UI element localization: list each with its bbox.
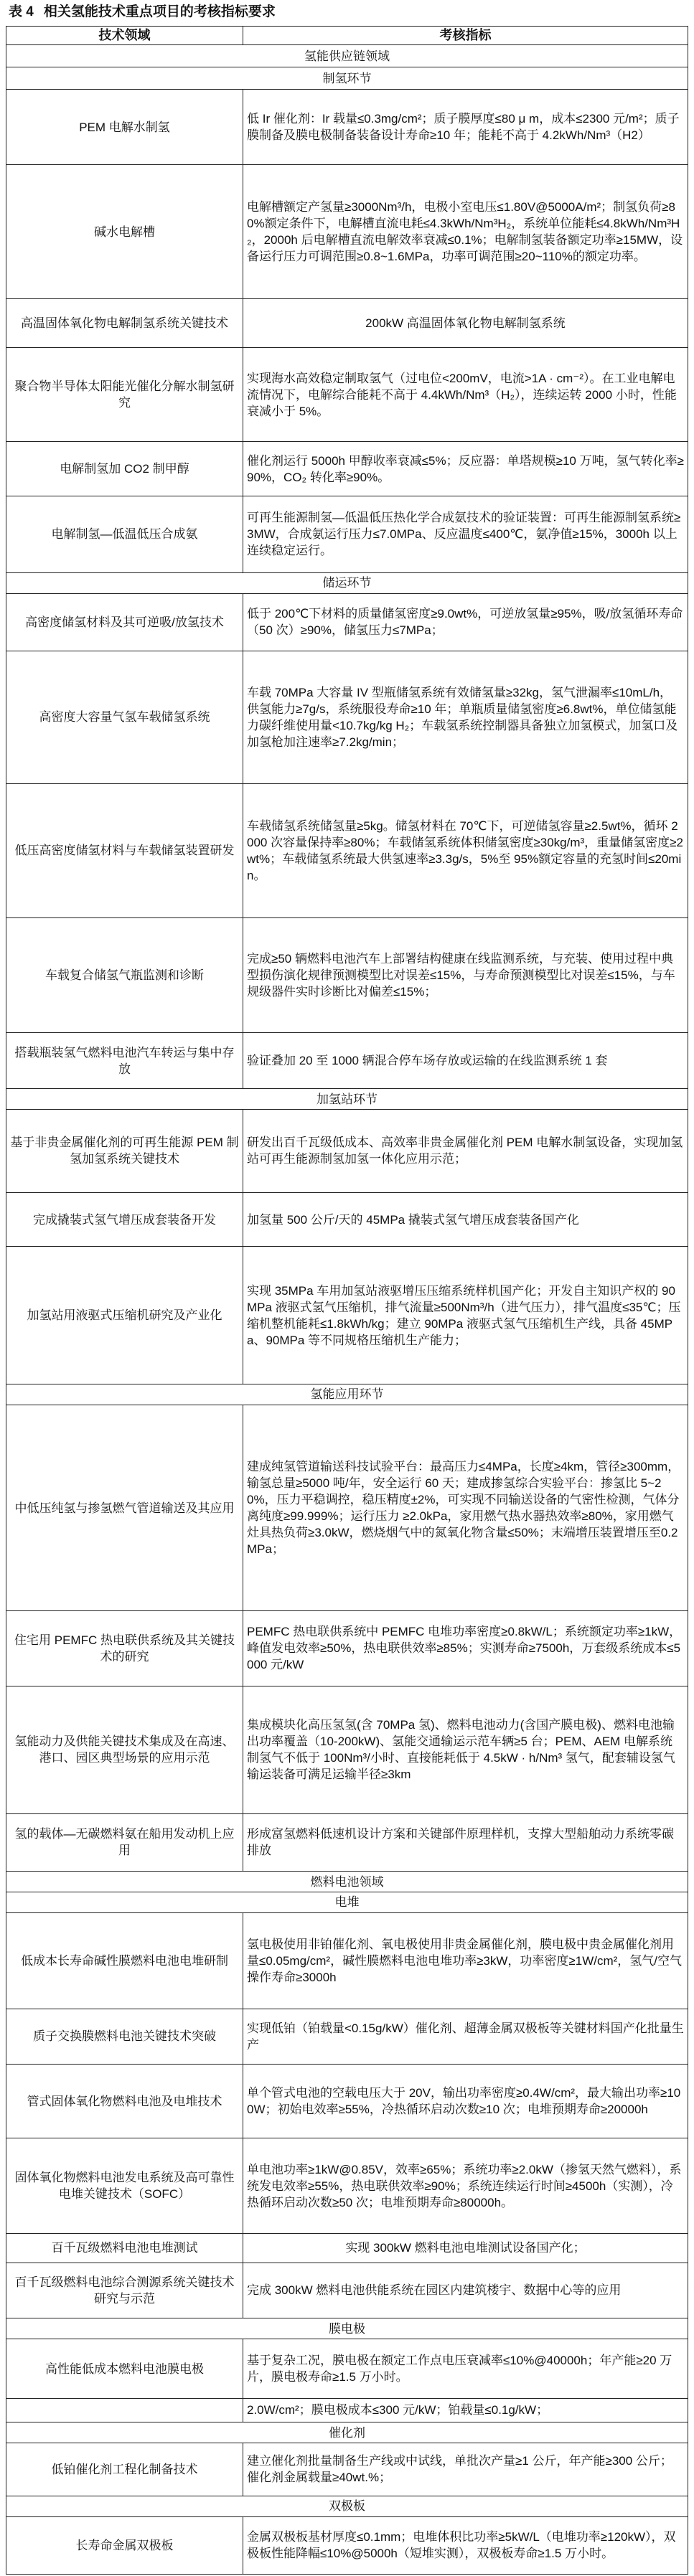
section-row [6, 1089, 688, 1110]
tech-field-cell: 高密度储氢材料及其可逆吸/放氢技术 [6, 593, 243, 651]
tech-field-cell: 氢能动力及供能关键技术集成及在高速、港口、园区典型场景的应用示范 [6, 1686, 243, 1813]
table-row [6, 90, 688, 165]
indicator-cell: 催化剂运行 5000h 甲醇收率衰减≤5%；反应器：单塔规模≥10 万吨，氢气转化率≥90%，CO₂ 转化率≥90%。 [243, 442, 688, 496]
table-caption [0, 0, 694, 24]
table-row [6, 1611, 688, 1686]
tech-field-cell: 碱水电解槽 [6, 164, 243, 298]
tech-field-cell: 中低压纯氢与掺氢燃气管道输送及其应用 [6, 1405, 243, 1610]
indicator-cell: 建立催化剂批量制备生产线或中试线，单批次产量≥1 公斤，年产能≥300 公斤；催化剂金属载量≥40wt.%； [243, 2443, 688, 2496]
indicator-cell: 实现 300kW 燃料电池电堆测试设备国产化； [243, 2234, 688, 2263]
table-row [6, 1686, 688, 1813]
indicator-cell: 形成富氢燃料低速机设计方案和关键部件原理样机，支撑大型船舶动力系统零碳排放 [243, 1813, 688, 1871]
section-heading: 燃料电池领域 [6, 1872, 688, 1892]
tech-field-cell: 百千瓦级燃料电池综合测源系统关键技术研究与示范 [6, 2263, 243, 2318]
header-row [6, 27, 688, 45]
indicator-cell: 建成纯氢管道输送科技试验平台：最高压力≤4MPa，长度≥4km，管径≥300mm，输氢总量≥5000 吨/年，安全运行 60 天；建成掺氢综合实验平台：掺氢比 5~20%，压力平稳调控，稳压精度±2%，可实现不同输送设备的气密性检测，气体分离纯度≥99.999%；运行压力 ≥2.0kPa，家用燃气热水器热效率≥80%，家用燃气灶具热负荷≥3.0kW，燃烧烟气中的氮氧化物含量≤50%；末端增压装置增压至0.2MPa； [243, 1405, 688, 1610]
table-row [6, 299, 688, 348]
table-row [6, 2009, 688, 2065]
section-row [6, 572, 688, 593]
section-row [6, 45, 688, 67]
tech-field-cell: 百千瓦级燃料电池电堆测试 [6, 2234, 243, 2263]
table-number: 表 4 [9, 4, 34, 19]
section-row [6, 2318, 688, 2339]
tech-field-cell: 固体氧化物燃料电池发电系统及高可靠性电堆关键技术（SOFC） [6, 2138, 243, 2234]
tech-field-cell: 氢的载体—无碳燃料氨在船用发动机上应用 [6, 1813, 243, 1871]
table-row [6, 2234, 688, 2263]
section-heading: 储运环节 [6, 572, 688, 593]
indicator-cell: 可再生能源制氢—低温低压热化学合成氨技术的验证装置：可再生能源制氢系统≥3MW，合成氨运行压力≤7.0MPa、反应温度≤400℃，氨净值≥15%，3000h 以上连续稳定运行。 [243, 496, 688, 573]
table-row [6, 783, 688, 917]
section-row [6, 1384, 688, 1405]
table-row [6, 2065, 688, 2138]
table-row [6, 2516, 688, 2575]
table-row [6, 2138, 688, 2234]
table-row [6, 2263, 688, 2318]
section-heading: 双极板 [6, 2496, 688, 2516]
section-row [6, 2496, 688, 2516]
tech-field-cell: 车载复合储氢气瓶监测和诊断 [6, 917, 243, 1032]
indicator-cell: 基于复杂工况，膜电极在额定工作点电压衰减率≤10%@40000h；年产能≥20 万片，膜电极寿命≥1.5 万小时。 [243, 2339, 688, 2398]
tech-field-cell: 基于非贵金属催化剂的可再生能源 PEM 制氢加氢系统关键技术 [6, 1109, 243, 1192]
indicator-cell: PEMFC 热电联供系统中 PEMFC 电堆功率密度≥0.8kW/L；系统额定功率≥1kW，峰值发电效率≥50%，热电联供效率≥85%；实测寿命≥7500h，万套级系统成本≤5000 元/kW [243, 1611, 688, 1686]
indicator-cell: 完成≥50 辆燃料电池汽车上部署结构健康在线监测系统，与充装、使用过程中典型损伤演化规律预测模型比对误差≤15%，与寿命预测模型比对误差≤15%，与车规级器件实时诊断比对偏差≤15%； [243, 917, 688, 1032]
indicator-cell: 氢电极使用非铂催化剂、氧电极使用非贵金属催化剂，膜电极中贵金属催化剂用量≤0.05mg/cm²，碱性膜燃料电池电堆功率≥3kW，功率密度≥1W/cm²，氢气/空气操作寿命≥3000h [243, 1912, 688, 2009]
section-row [6, 1892, 688, 1912]
section-heading: 膜电极 [6, 2318, 688, 2339]
indicator-cell: 金属双极板基材厚度≤0.1mm；电堆体积比功率≥5kW/L（电堆功率≥120kW），双极板性能降幅≤10%@5000h（短堆实测），双极板寿命≥1.5 万小时。 [243, 2516, 688, 2575]
tech-field-cell: PEM 电解水制氢 [6, 90, 243, 165]
table-row [6, 1247, 688, 1384]
tech-field-cell: 加氢站用液驱式压缩机研究及产业化 [6, 1247, 243, 1384]
table-body [6, 45, 688, 2575]
table-row [6, 2339, 688, 2398]
header-tech-field: 技术领域 [6, 27, 243, 45]
indicator-cell: 单个管式电池的空载电压大于 20V，输出功率密度≥0.4W/cm²，最大输出功率≥100W；初始电效率≥55%，冷热循环启动次数≥10 次；电堆预期寿命≥20000h [243, 2065, 688, 2138]
table-row [6, 917, 688, 1032]
tech-field-cell: 完成撬装式氢气增压成套装备开发 [6, 1192, 243, 1247]
section-row [6, 2422, 688, 2443]
tech-field-cell [6, 2398, 243, 2422]
indicator-cell: 加氢量 500 公斤/天的 45MPa 撬装式氢气增压成套装备国产化 [243, 1192, 688, 1247]
tech-field-cell: 质子交换膜燃料电池关键技术突破 [6, 2009, 243, 2065]
header-indicators: 考核指标 [243, 27, 688, 45]
tech-field-cell: 高密度大容量气氢车载储氢系统 [6, 651, 243, 783]
section-row [6, 67, 688, 90]
section-heading: 电堆 [6, 1892, 688, 1912]
table-row [6, 1912, 688, 2009]
tech-field-cell: 高温固体氧化物电解制氢系统关键技术 [6, 299, 243, 348]
indicator-cell: 2.0W/cm²；膜电极成本≤300 元/kW；铂载量≤0.1g/kW； [243, 2398, 688, 2422]
table-row [6, 347, 688, 441]
indicator-cell: 单电池功率≥1kW@0.85V，效率≥65%；系统功率≥2.0kW（掺氢天然气燃料），系统发电效率≥55%，热电联供效率≥90%；系统连续运行时间≥4500h（实测），冷热循环启动次数≥50 次；电堆预期寿命≥80000h。 [243, 2138, 688, 2234]
section-heading: 催化剂 [6, 2422, 688, 2443]
table-row [6, 442, 688, 496]
section-heading: 制氢环节 [6, 67, 688, 90]
indicator-cell: 集成模块化高压氢氢(含 70MPa 氢)、燃料电池动力(含国产膜电极)、燃料电池输出功率覆盖（10-200kW)、氢能交通输运示范车辆≥5 台；PEM、AEM 电解系统制氢气不低于 100Nm³/小时、直接能耗低于 4.5kW · h/Nm³ 氢气，配套辅设氢气输运装备可满足运输半径≥3km [243, 1686, 688, 1813]
indicator-cell: 车载 70MPa 大容量 IV 型瓶储氢系统有效储氢量≥32kg，氢气泄漏率≤10mL/h，供氢能力≥7g/s，系统服役寿命≥10 年；单瓶质量储氢密度≥6.8wt%，单位储氢能力碳纤维使用量<10.7kg/kg H₂；车载氢系统控制器具备独立加氢模式，加氢口及加氢枪加注速率≥7.2kg/min； [243, 651, 688, 783]
indicator-cell: 实现低铂（铂载量<0.15g/kW）催化剂、超薄金属双极板等关键材料国产化批量生产 [243, 2009, 688, 2065]
table-row [6, 1813, 688, 1871]
tech-field-cell: 搭载瓶装氢气燃料电池汽车转运与集中存放 [6, 1033, 243, 1089]
table-row [6, 2398, 688, 2422]
indicator-cell: 实现 35MPa 车用加氢站液驱增压压缩系统样机国产化；开发自主知识产权的 90MPa 液驱式氢气压缩机，排气流量≥500Nm³/h（进气压力），排气温度≤35℃；压缩机整机能耗≤1.8kWh/kg；建立 90MPa 液驱式氢气压缩机生产线，具备 45MPa、90MPa 等不同规格压缩机生产能力； [243, 1247, 688, 1384]
table-row [6, 1192, 688, 1247]
section-row [6, 1872, 688, 1892]
section-heading: 氢能供应链领域 [6, 45, 688, 67]
indicator-cell: 车载储氢系统储氢量≥5kg。储氢材料在 70℃下，可逆储氢容量≥2.5wt%，循环 2000 次容量保持率≥80%；车载储氢系统体积储氢密度≥30kg/m³，重量储氢密度≥2wt%；车载储氢系统最大供氢速率≥3.3g/s，5%至 95%额定容量的充氢时间≤20min。 [243, 783, 688, 917]
indicator-cell: 电解槽额定产氢量≥3000Nm³/h，电极小室电压≤1.80V@5000A/m²；制氢负荷≥80%额定条件下，电解槽直流电耗≤4.3kWh/Nm³H₂，系统单位能耗≤4.8kWh/Nm³H₂，2000h 后电解槽直流电解效率衰减≤0.1%；电解制氢装备额定功率≥15MW，设备运行压力可调范围≥0.8~1.6MPa，功率可调范围≥20~110%的额定功率。 [243, 164, 688, 298]
indicator-cell: 低 Ir 催化剂：Ir 载量≤0.3mg/cm²；质子膜厚度≤80 μ m，成本≤2300 元/m²；质子膜制备及膜电极制备装备设计寿命≥10 年；能耗不高于 4.2kWh/Nm³（H2） [243, 90, 688, 165]
table-row [6, 1109, 688, 1192]
indicator-cell: 200kW 高温固体氧化物电解制氢系统 [243, 299, 688, 348]
tech-field-cell: 低铂催化剂工程化制备技术 [6, 2443, 243, 2496]
indicator-cell: 研发出百千瓦级低成本、高效率非贵金属催化剂 PEM 电解水制氢设备，实现加氢站可再生能源制氢加氢一体化应用示范； [243, 1109, 688, 1192]
indicator-cell: 完成 300kW 燃料电池供能系统在园区内建筑楼宇、数据中心等的应用 [243, 2263, 688, 2318]
table-row [6, 164, 688, 298]
table-row [6, 1405, 688, 1610]
table-title: 相关氢能技术重点项目的考核指标要求 [43, 4, 276, 19]
tech-field-cell: 长寿命金属双极板 [6, 2516, 243, 2575]
tech-field-cell: 高性能低成本燃料电池膜电极 [6, 2339, 243, 2398]
tech-field-cell: 聚合物半导体太阳能光催化分解水制氢研究 [6, 347, 243, 441]
tech-field-cell: 住宅用 PEMFC 热电联供系统及其关键技术的研究 [6, 1611, 243, 1686]
tech-field-cell: 管式固体氧化物燃料电池及电堆技术 [6, 2065, 243, 2138]
table-row [6, 2443, 688, 2496]
table-row [6, 651, 688, 783]
table-row [6, 593, 688, 651]
indicator-cell: 验证叠加 20 至 1000 辆混合停车场存放或运输的在线监测系统 1 套 [243, 1033, 688, 1089]
requirements-table [6, 26, 688, 2575]
section-heading: 加氢站环节 [6, 1089, 688, 1110]
section-heading: 氢能应用环节 [6, 1384, 688, 1405]
table-row [6, 496, 688, 573]
tech-field-cell: 低压高密度储氢材料与车载储氢装置研发 [6, 783, 243, 917]
tech-field-cell: 电解制氢加 CO2 制甲醇 [6, 442, 243, 496]
tech-field-cell: 电解制氢—低温低压合成氨 [6, 496, 243, 573]
indicator-cell: 低于 200℃下材料的质量储氢密度≥9.0wt%，可逆放氢量≥95%，吸/放氢循环寿命（50 次）≥90%，储氢压力≤7MPa； [243, 593, 688, 651]
table-row [6, 1033, 688, 1089]
tech-field-cell: 低成本长寿命碱性膜燃料电池电堆研制 [6, 1912, 243, 2009]
indicator-cell: 实现海水高效稳定制取氢气（过电位<200mV，电流>1A · cm⁻²）。在工业电解电流情况下，电解综合能耗不高于 4.4kWh/Nm³（H₂），连续运转 2000 小时，性能衰减小于 5%。 [243, 347, 688, 441]
